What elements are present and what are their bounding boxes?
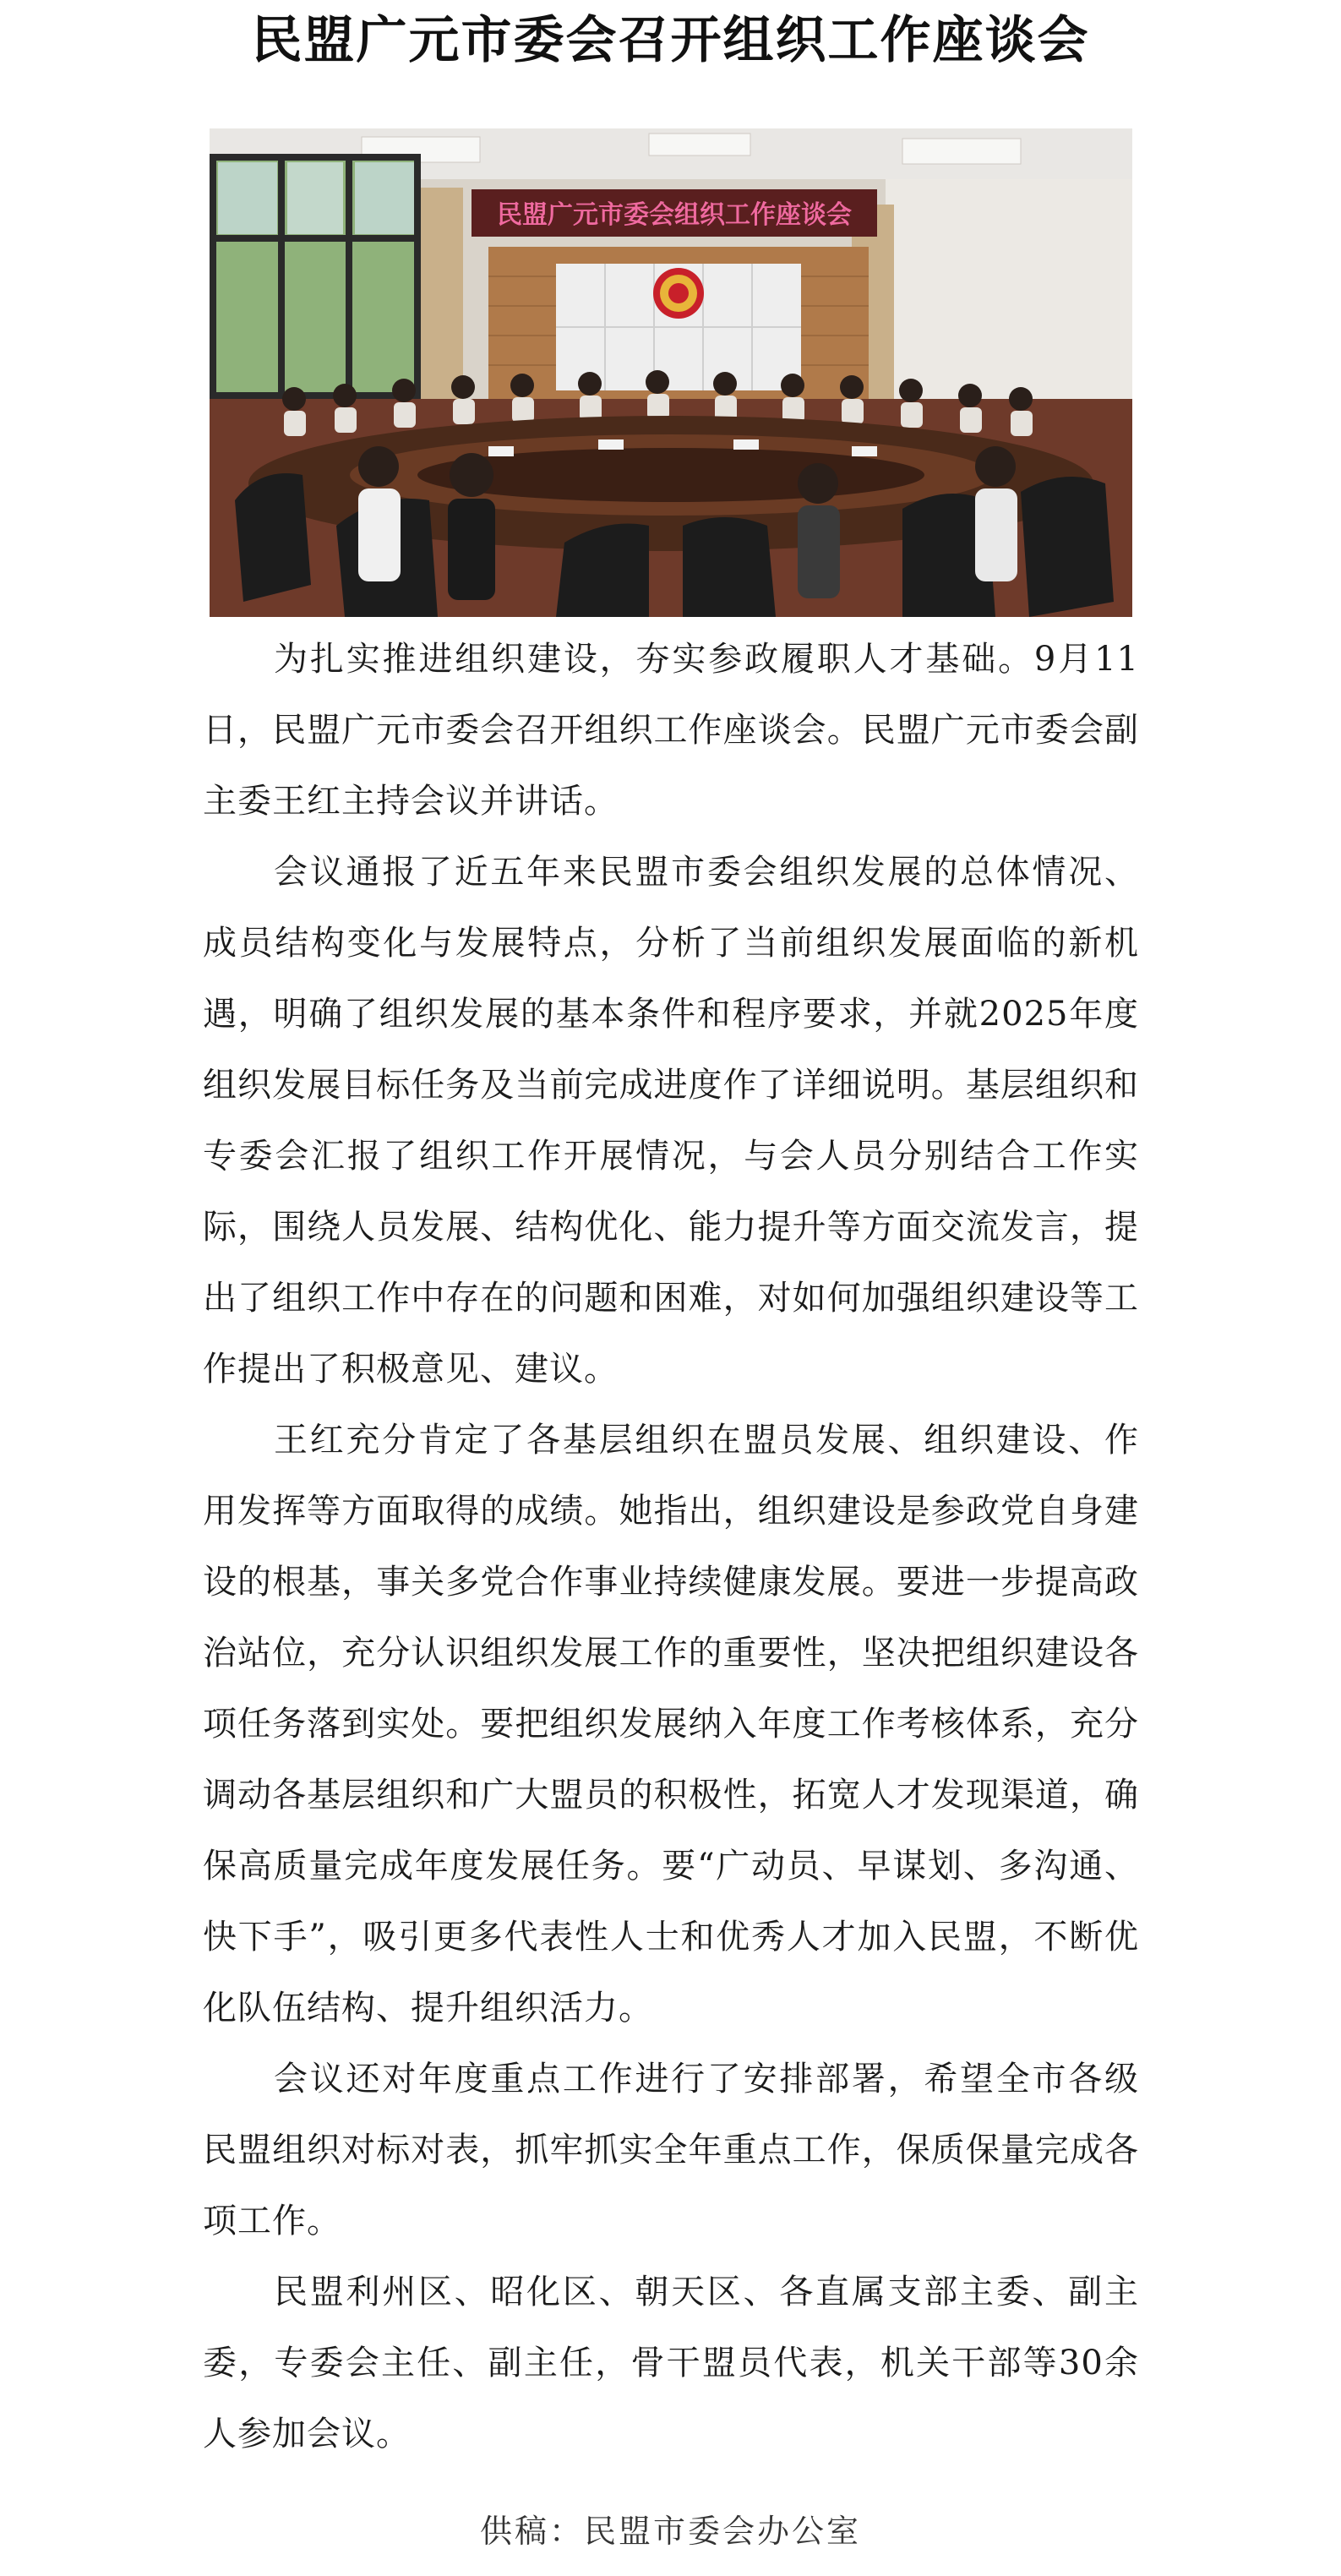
article-paragraph: 会议还对年度重点工作进行了安排部署，希望全市各级民盟组织对标对表，抓牢抓实全年重点工作，保质保量完成各项工作。 (203, 2060, 1139, 2240)
article-body (203, 624, 1139, 2470)
article-title: 民盟广元市委会召开组织工作座谈会 (251, 11, 1090, 70)
article-paragraph: 民盟利州区、昭化区、朝天区、各直属支部主委、副主委，专委会主任、副主任，骨干盟员代表，机关干部等30余人参加会议。 (203, 2273, 1139, 2453)
article-paragraph: 为扎实推进组织建设，夯实参政履职人才基础。9月11日，民盟广元市委会召开组织工作座谈会。民盟广元市委会副主委王红主持会议并讲话。 (203, 640, 1139, 821)
article-source: 供稿：民盟市委会办公室 (479, 2513, 861, 2550)
banner-text: 民盟广元市委会组织工作座谈会 (497, 200, 852, 230)
meeting-photo-drawing (210, 128, 1132, 617)
article-paragraph: 王红充分肯定了各基层组织在盟员发展、组织建设、作用发挥等方面取得的成绩。她指出，组织建设是参政党自身建设的根基，事关多党合作事业持续健康发展。要进一步提高政治站位，充分认识组织发展工作的重要性，坚决把组织建设各项任务落到实处。要把组织发展纳入年度工作考核体系，充分调动各基层组织和广大盟员的积极性，拓宽人才发现渠道，确保高质量完成年度发展任务。要“广动员、早谋划、多沟通、快下手”，吸引更多代表性人士和优秀人才加入民盟，不断优化队伍结构、提升组织活力。 (203, 1421, 1139, 2028)
article-paragraph: 会议通报了近五年来民盟市委会组织发展的总体情况、成员结构变化与发展特点，分析了当前组织发展面临的新机遇，明确了组织发展的基本条件和程序要求，并就2025年度组织发展目标任务及当前完成进度作了详细说明。基层组织和专委会汇报了组织工作开展情况，与会人员分别结合工作实际，围绕人员发展、结构优化、能力提升等方面交流发言，提出了组织工作中存在的问题和困难，对如何加强组织建设等工作提出了积极意见、建议。 (203, 853, 1139, 1389)
meeting-photo (210, 128, 1132, 617)
